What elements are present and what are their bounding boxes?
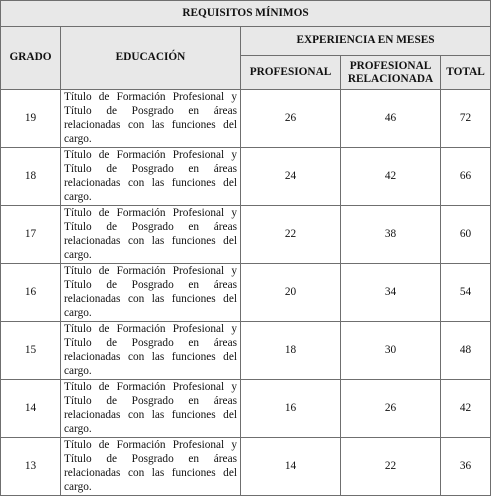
grado-cell: 18 xyxy=(1,148,61,206)
educacion-cell: Título de Formación Profesional y Título de Posgrado en áreas relacionadas con las funciones del cargo. xyxy=(61,380,241,438)
profesional-cell: 14 xyxy=(241,438,341,496)
profesional-cell: 20 xyxy=(241,264,341,322)
total-cell: 60 xyxy=(441,206,491,264)
total-cell: 36 xyxy=(441,438,491,496)
relacionada-cell: 42 xyxy=(341,148,441,206)
grado-cell: 17 xyxy=(1,206,61,264)
total-cell: 54 xyxy=(441,264,491,322)
educacion-cell: Título de Formación Profesional y Título de Posgrado en áreas relacionadas con las funciones del cargo. xyxy=(61,206,241,264)
total-cell: 66 xyxy=(441,148,491,206)
table-row xyxy=(1,438,491,496)
table-row xyxy=(1,148,491,206)
grado-cell: 14 xyxy=(1,380,61,438)
table-body xyxy=(1,90,491,496)
table-row xyxy=(1,90,491,148)
relacionada-cell: 46 xyxy=(341,90,441,148)
profesional-cell: 16 xyxy=(241,380,341,438)
relacionada-cell: 26 xyxy=(341,380,441,438)
table-row xyxy=(1,206,491,264)
header-total: TOTAL xyxy=(441,56,491,90)
grado-cell: 16 xyxy=(1,264,61,322)
total-cell: 72 xyxy=(441,90,491,148)
table-row xyxy=(1,322,491,380)
educacion-cell: Título de Formación Profesional y Título de Posgrado en áreas relacionadas con las funciones del cargo. xyxy=(61,148,241,206)
profesional-cell: 22 xyxy=(241,206,341,264)
educacion-cell: Título de Formación Profesional y Título de Posgrado en áreas relacionadas con las funciones del cargo. xyxy=(61,322,241,380)
relacionada-cell: 38 xyxy=(341,206,441,264)
relacionada-cell: 22 xyxy=(341,438,441,496)
grado-cell: 13 xyxy=(1,438,61,496)
total-cell: 42 xyxy=(441,380,491,438)
header-grado: GRADO xyxy=(1,27,61,90)
table-title: REQUISITOS MÍNIMOS xyxy=(1,1,491,27)
header-profesional: PROFESIONAL xyxy=(241,56,341,90)
header-profesional-relacionada xyxy=(341,56,441,90)
profesional-cell: 24 xyxy=(241,148,341,206)
profesional-cell: 26 xyxy=(241,90,341,148)
header-educacion: EDUCACIÓN xyxy=(61,27,241,90)
relacionada-cell: 30 xyxy=(341,322,441,380)
table-row xyxy=(1,380,491,438)
header-experiencia: EXPERIENCIA EN MESES xyxy=(241,27,491,56)
educacion-cell: Título de Formación Profesional y Título de Posgrado en áreas relacionadas con las funciones del cargo. xyxy=(61,90,241,148)
header-profesional-relacionada-line1: PROFESIONAL xyxy=(349,59,432,72)
educacion-cell: Título de Formación Profesional y Título de Posgrado en áreas relacionadas con las funciones del cargo. xyxy=(61,264,241,322)
table-row xyxy=(1,264,491,322)
profesional-cell: 18 xyxy=(241,322,341,380)
relacionada-cell: 34 xyxy=(341,264,441,322)
grado-cell: 19 xyxy=(1,90,61,148)
header-profesional-relacionada-line2: RELACIONADA xyxy=(347,72,434,85)
grado-cell: 15 xyxy=(1,322,61,380)
total-cell: 48 xyxy=(441,322,491,380)
educacion-cell: Título de Formación Profesional y Título de Posgrado en áreas relacionadas con las funciones del cargo. xyxy=(61,438,241,496)
